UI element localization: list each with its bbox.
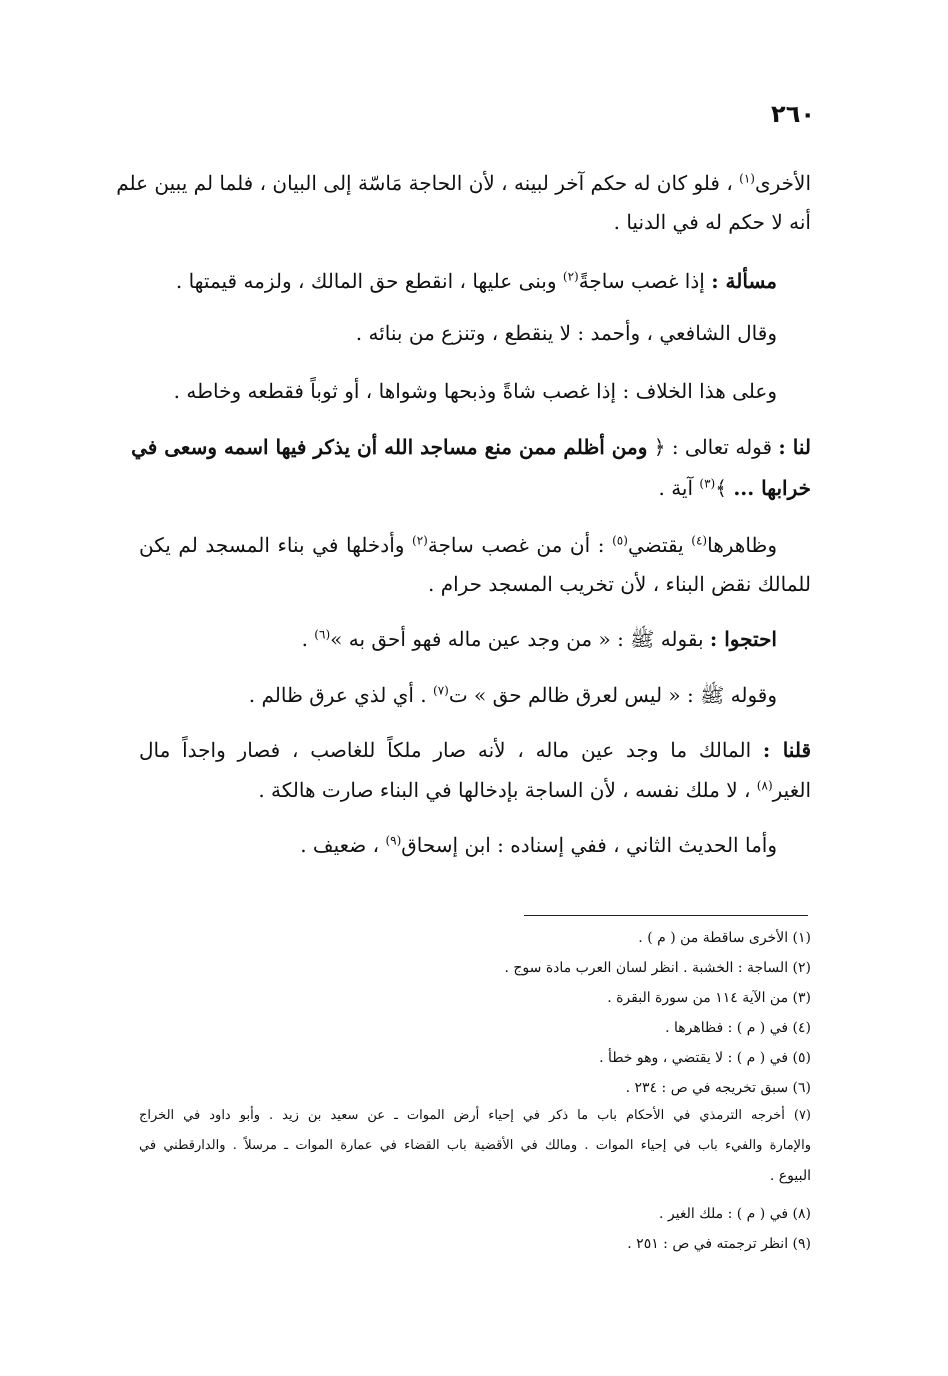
footnote: (١) الأخرى ساقطة من ( م ) . xyxy=(638,930,811,946)
text-run: . xyxy=(301,627,315,651)
body-line: للمالك نقض البناء ، لأن تخريب المسجد حرام . xyxy=(427,572,811,596)
text-run: آية . xyxy=(658,476,700,500)
footnote-continued: والإمارة والفيء باب في إحياء الموات . ومالك في الأقضية باب القضاء في عمارة الموات ـ مرسلاً . والدارقطني في xyxy=(139,1138,811,1153)
text-run: ، ضعيف . xyxy=(300,833,386,857)
body-line xyxy=(300,830,777,860)
body-line xyxy=(139,775,811,805)
text-run: المالك ما وجد عين ماله ، لأنه صار ملكاً للغاصب ، فصار واجداً مال xyxy=(139,738,763,762)
footnote-ref: (٣) xyxy=(699,476,716,491)
text-run: ﴾ xyxy=(715,476,734,500)
body-line: وقال الشافعي ، وأحمد : لا ينقطع ، وتنزع من بنائه . xyxy=(355,321,777,345)
footnote: (٨) في ( م ) : ملك الغير . xyxy=(659,1206,811,1222)
text-run: وأما الحديث الثاني ، ففي إسناده : ابن إسحاق xyxy=(401,833,777,857)
footnote-ref: (٥) xyxy=(612,533,628,548)
footnote: (٩) انظر ترجمته في ص : ٢٥١ . xyxy=(627,1236,811,1252)
objection-label: احتجوا : xyxy=(709,627,777,651)
text-run: : أن من غصب ساجة xyxy=(427,533,613,557)
text-run: قوله تعالى : ﴿ xyxy=(647,435,779,459)
text-run: يقتضي xyxy=(627,533,692,557)
footnote: (٥) في ( م ) : لا يقتضي ، وهو خطأ . xyxy=(599,1050,811,1066)
footnote-ref: (٦) xyxy=(314,627,331,642)
text-run: وظاهرها xyxy=(707,533,777,557)
footnote-ref: (٢) xyxy=(412,533,428,548)
footnote-ref: (٢) xyxy=(562,269,579,284)
body-line: أنه لا حكم له في الدنيا . xyxy=(613,210,811,234)
text-run: وأدخلها في بناء المسجد لم يكن xyxy=(139,533,413,557)
footnote-ref: (٤) xyxy=(691,533,708,548)
text-run: ، لا ملك نفسه ، لأن الساجة بإدخالها في البناء صارت هالكة . xyxy=(258,778,757,802)
footnote: (٣) من الآية ١١٤ من سورة البقرة . xyxy=(607,990,811,1006)
text-run: الغير xyxy=(772,778,811,802)
quran-verse: خرابها ... xyxy=(733,476,811,500)
body-line xyxy=(139,735,811,765)
footnote: (٤) في ( م ) : فظاهرها . xyxy=(665,1020,811,1036)
footnote-ref: (٩) xyxy=(385,833,402,848)
body-line xyxy=(139,473,811,503)
footnote-ref: (٧) xyxy=(433,683,449,698)
footnote-ref: (٨) xyxy=(756,778,773,793)
body-line xyxy=(302,624,777,654)
text-run: إذا غصب ساجةً xyxy=(578,269,712,293)
body-line xyxy=(249,680,777,710)
quran-verse: ومن أظلم ممن منع مساجد الله أن يذكر فيها اسمه وسعى في xyxy=(131,435,648,459)
text-run: وقوله ﷺ : « ليس لعرق ظالم حق » ت xyxy=(448,683,777,707)
text-run: . أي لذي عرق ظالم . xyxy=(248,683,433,707)
footnote: (٦) سبق تخريجه في ص : ٢٣٤ . xyxy=(625,1080,811,1096)
argument-label: لنا : xyxy=(778,435,811,459)
body-line xyxy=(139,530,811,560)
body-line xyxy=(176,266,777,296)
issue-label: مسألة : xyxy=(711,269,777,293)
text-run: الأخرى xyxy=(754,171,811,195)
body-line: وعلى هذا الخلاف : إذا غصب شاةً وذبحها وشواها ، أو ثوباً فقطعه وخاطه . xyxy=(173,379,777,403)
footnote: (٧) أخرجه الترمذي في الأحكام باب ما ذكر في إحياء أرض الموات ـ عن سعيد بن زيد . وأبو داود في الخراج xyxy=(139,1108,811,1123)
body-line xyxy=(131,432,811,462)
footnote-ref: (١) xyxy=(739,171,755,186)
page-number: ٢٦٠ xyxy=(771,100,815,128)
body-line xyxy=(116,168,811,198)
text-run: وبنى عليها ، انقطع حق المالك ، ولزمه قيمتها . xyxy=(175,269,563,293)
text-run: بقوله ﷺ : « من وجد عين ماله فهو أحق به » xyxy=(330,627,710,651)
footnote-separator xyxy=(524,915,808,916)
reply-label: قلنا : xyxy=(762,738,812,762)
footnote-continued: البيوع . xyxy=(769,1168,811,1184)
footnote: (٢) الساجة : الخشبة . انظر لسان العرب مادة سوج . xyxy=(504,960,811,976)
text-run: ، فلو كان له حكم آخر لبينه ، لأن الحاجة مَاسّة إلى البيان ، فلما لم يبين علم xyxy=(116,171,740,195)
